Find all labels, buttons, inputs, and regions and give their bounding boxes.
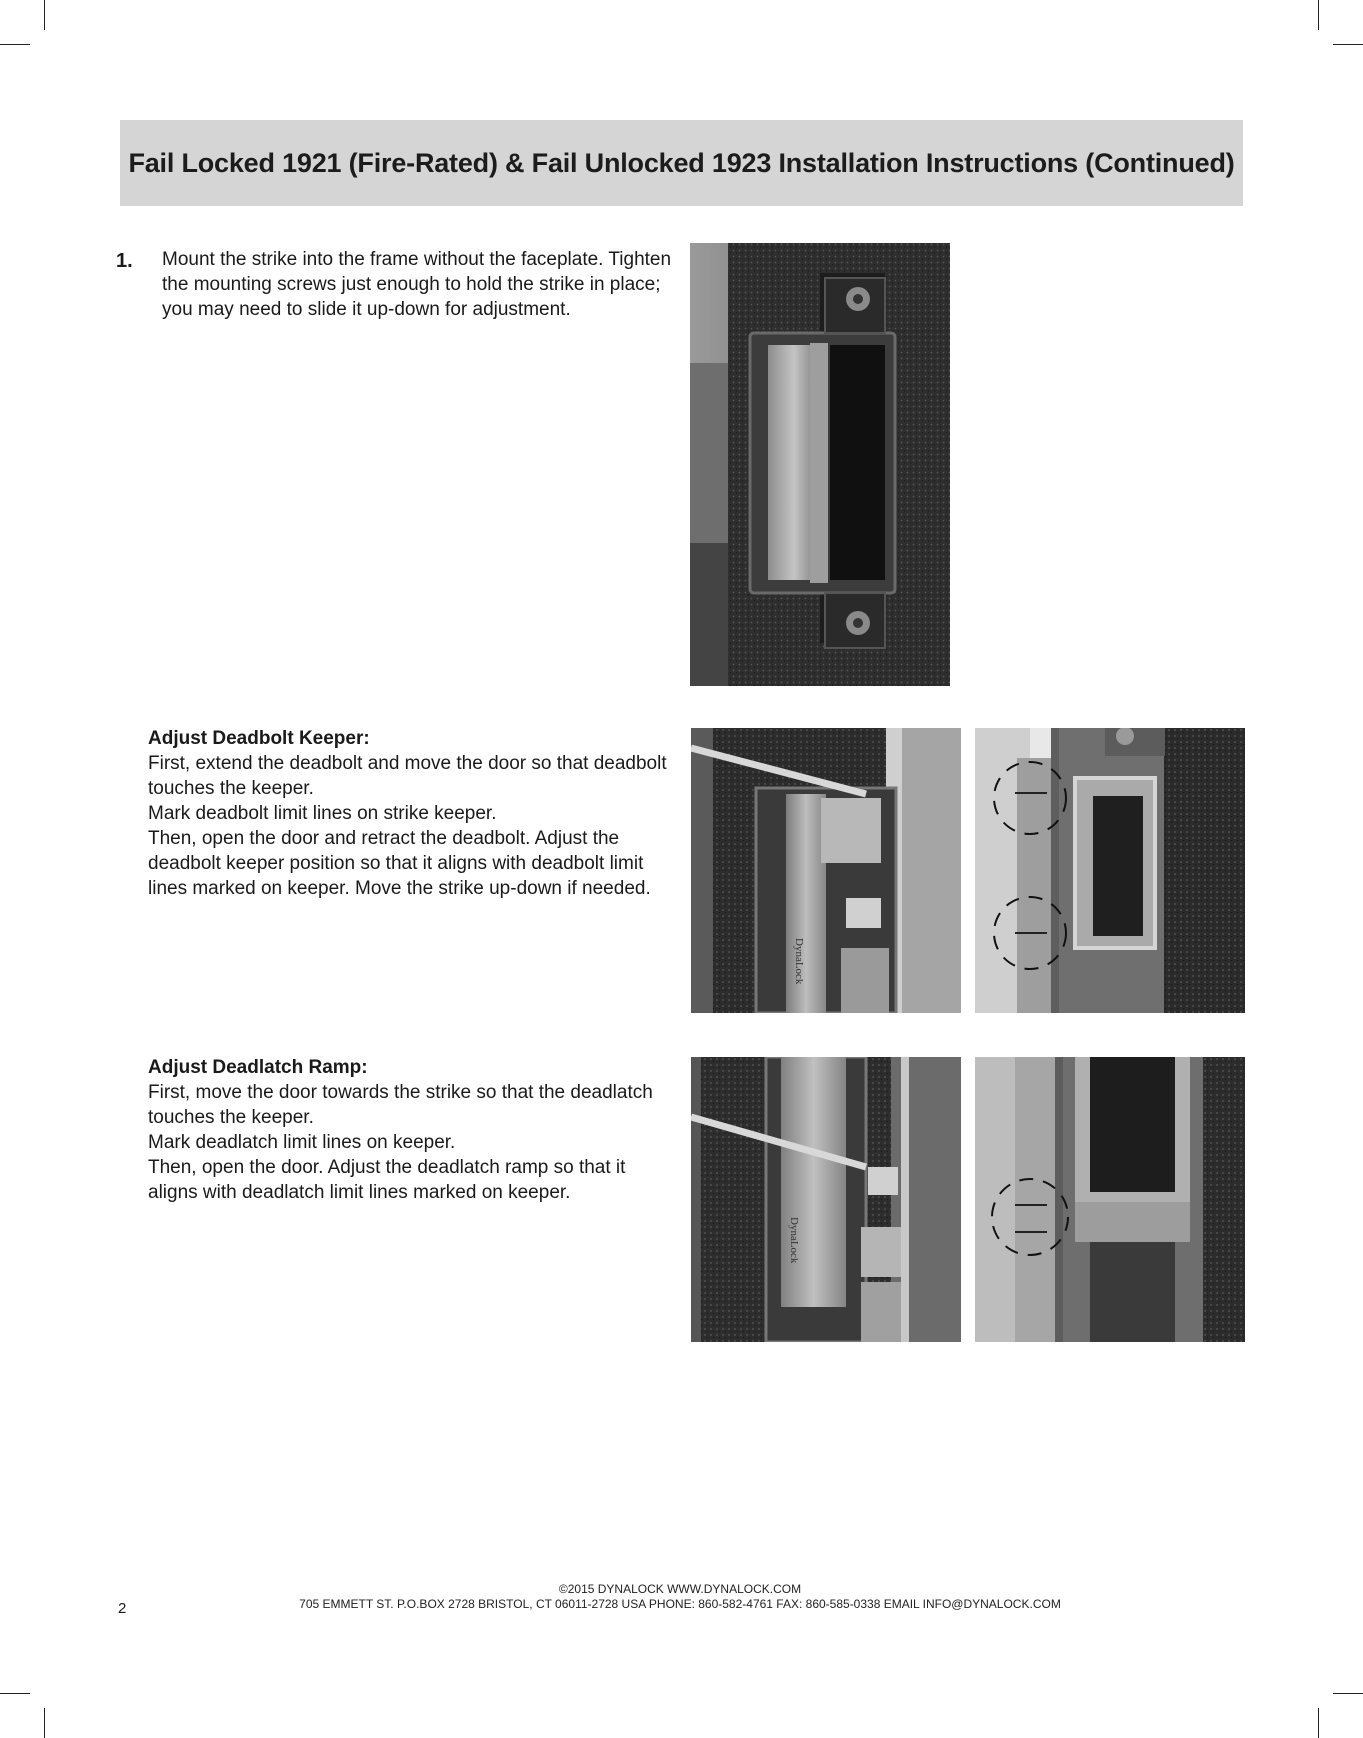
deadlatch-line: First, move the door towards the strike so that the deadlatch: [148, 1082, 653, 1103]
step-1-text: [162, 247, 682, 322]
crop-mark: [1318, 0, 1319, 30]
deadlatch-section: [148, 1055, 678, 1205]
deadbolt-marking-photo: [691, 728, 961, 1013]
crop-mark: [44, 1708, 45, 1738]
deadbolt-keeper-photo: [975, 728, 1245, 1013]
deadbolt-section: [148, 726, 678, 901]
deadlatch-heading: Adjust Deadlatch Ramp:: [148, 1057, 368, 1078]
deadbolt-line: touches the keeper.: [148, 778, 314, 799]
page-number: 2: [118, 1600, 127, 1617]
step-1-line: the mounting screws just enough to hold the strike in place;: [162, 274, 661, 295]
deadlatch-ramp-photo: [975, 1057, 1245, 1342]
deadlatch-line: touches the keeper.: [148, 1107, 314, 1128]
brand-mark: DynaLock: [788, 1217, 800, 1264]
footer-copyright: ©2015 DYNALOCK WWW.DYNALOCK.COM: [558, 1582, 802, 1596]
step-number: 1.: [116, 250, 133, 272]
deadlatch-line: aligns with deadlatch limit lines marked on keeper.: [148, 1182, 571, 1203]
deadbolt-line: Then, open the door and retract the deadbolt. Adjust the: [148, 828, 620, 849]
footer-contact: [250, 1582, 1110, 1612]
crop-mark: [0, 44, 30, 45]
deadbolt-heading: Adjust Deadbolt Keeper:: [148, 728, 370, 749]
crop-mark: [44, 0, 45, 30]
deadbolt-line: lines marked on keeper. Move the strike up-down if needed.: [148, 878, 651, 899]
deadbolt-line: Mark deadbolt limit lines on strike keeper.: [148, 803, 497, 824]
crop-mark: [1318, 1708, 1319, 1738]
step-1-line: you may need to slide it up-down for adjustment.: [162, 299, 571, 320]
deadbolt-line: First, extend the deadbolt and move the door so that deadbolt: [148, 753, 667, 774]
deadbolt-line: deadbolt keeper position so that it aligns with deadbolt limit: [148, 853, 644, 874]
brand-mark: DynaLock: [793, 938, 805, 985]
crop-mark: [1333, 44, 1363, 45]
footer-address: 705 EMMETT ST. P.O.BOX 2728 BRISTOL, CT 06011-2728 USA PHONE: 860-582-4761 FAX: 860-585-0338 EMAIL INFO@DYNALOCK.COM: [299, 1597, 1061, 1611]
deadlatch-line: Then, open the door. Adjust the deadlatch ramp so that it: [148, 1157, 626, 1178]
step-1-line: Mount the strike into the frame without the faceplate. Tighten: [162, 249, 672, 270]
strike-mounted-photo: [690, 243, 950, 686]
deadlatch-line: Mark deadlatch limit lines on keeper.: [148, 1132, 456, 1153]
page-title: Fail Locked 1921 (Fire-Rated) & Fail Unlocked 1923 Installation Instructions (Continued): [128, 147, 1235, 178]
crop-mark: [1333, 1693, 1363, 1694]
deadlatch-marking-photo: [691, 1057, 961, 1342]
header-band: [120, 120, 1243, 206]
crop-mark: [0, 1693, 30, 1694]
